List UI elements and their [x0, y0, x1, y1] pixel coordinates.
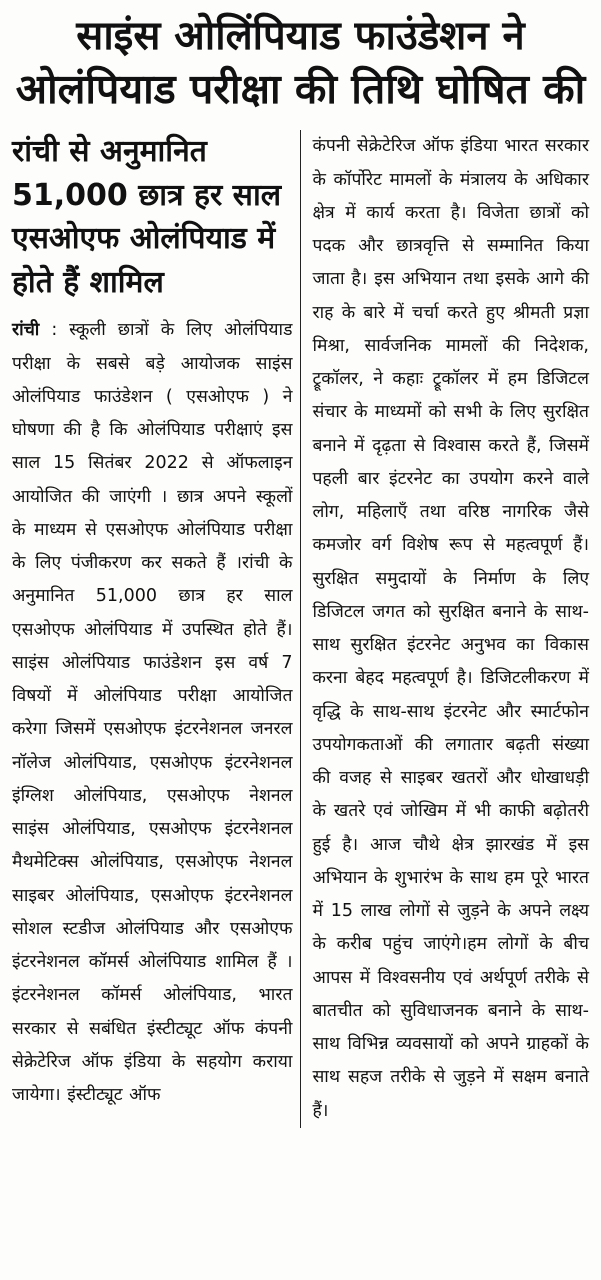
article-body-right: कंपनी सेक्रेटेरिज ऑफ इंडिया भारत सरकार के कॉर्पोरेट मामलों के मंत्रालय के अधिकार क्षेत्र में कार्य करता है। विजेता छात्रों को पदक और छात्रवृत्ति से सम्मानित किया जाता है। इस अभियान तथा इसके आगे की राह के बारे में चर्चा करते हुए श्रीमती प्रज्ञा मिश्रा, सार्वजनिक मामलों की निदेशक, ट्रूकॉलर, ने कहाः ट्रूकॉलर में हम डिजिटल संचार के माध्यमों को सभी के लिए सुरक्षित बनाने में दृढ़ता से विश्वास करते हैं, जिसमें पहली बार इंटरनेट का उपयोग करने वाले लोग, महिलाएँ तथा वरिष्ठ नागरिक जैसे कमजोर वर्ग विशेष रूप से महत्वपूर्ण हैं। सुरक्षित समुदायों के निर्माण के लिए डिजिटल जगत को सुरक्षित बनाने के साथ-साथ सुरक्षित इंटरनेट अनुभव का विकास करना बेहद महत्वपूर्ण है। डिजिटलीकरण में वृद्धि के साथ-साथ इंटरनेट और स्मार्टफोन उपयोगकताओं की लगातार बढ़ती संख्या की वजह से साइबर खतरों और धोखाधड़ी के खतरे एवं जोखिम में भी काफी बढ़ोतरी हुई है। आज चौथे क्षेत्र झारखंड में इस अभियान के शुभारंभ के साथ हम पूरे भारत में 15 लाख लोगों से जुड़ने के अपने लक्ष्य के करीब पहुंच जाएंगे।हम लोगों के बीच आपस में विश्वसनीय एवं अर्थपूर्ण तरीके से बातचीत को सुविधाजनक बनाने के साथ-साथ विभिन्न व्यवसायों को अपने ग्राहकों के साथ सहज तरीके से जुड़ने में सक्षम बनाते हैं।: [312, 136, 589, 1121]
right-column: [312, 130, 589, 1128]
article-body-left: [12, 314, 292, 1112]
headline: [12, 14, 589, 112]
left-column: [12, 130, 292, 1112]
dateline: रांची: [12, 320, 40, 341]
subheadline: रांची से अनुमानित 51,000 छात्र हर साल एसओएफ ओलंपियाड में होते हैं शामिल: [12, 134, 282, 300]
article-text-left: : स्कूली छात्रों के लिए ओलंपियाड परीक्षा के सबसे बड़े आयोजक साइंस ओलंपियाड फाउंडेशन ( एसओएफ ) ने घोषणा की है कि ओलंपियाड परीक्षाएं इस साल 15 सितंबर 2022 से ऑफलाइन आयोजित की जाएंगी । छात्र अपने स्कूलों के माध्यम से एसओएफ ओलंपियाड परीक्षा के लिए पंजीकरण कर सकते हैं ।रांची के अनुमानित 51,000 छात्र हर साल एसओएफ ओलंपियाड में उपस्थित होते हैं।साइंस ओलंपियाड फाउंडेशन इस वर्ष 7 विषयों में ओलंपियाड परीक्षा आयोजित करेगा जिसमें एसओएफ इंटरनेशनल जनरल नॉलेज ओलंपियाड, एसओएफ इंटरनेशनल इंग्लिश ओलंपियाड, एसओएफ नेशनल साइंस ओलंपियाड, एसओएफ इंटरनेशनल मैथमेटिक्स ओलंपियाड, एसओएफ नेशनल साइबर ओलंपियाड, एसओएफ इंटरनेशनल सोशल स्टडीज ओलंपियाड और एसओएफ इंटरनेशनल कॉमर्स ओलंपियाड शामिल हैं ।इंटरनेशनल कॉमर्स ओलंपियाड, भारत सरकार से सबंधित इंस्टीट्यूट ऑफ कंपनी सेक्रेटेरिज ऑफ इंडिया के सहयोग कराया जायेगा। इंस्टीट्यूट ऑफ: [12, 320, 293, 1106]
column-divider: [300, 130, 301, 1128]
article-columns: [12, 130, 589, 1128]
headline-line-1: साइंस ओलिंपियाड फाउंडेशन ने: [76, 13, 525, 59]
headline-line-2: ओलंपियाड परीक्षा की तिथि घोषित की: [15, 64, 586, 113]
